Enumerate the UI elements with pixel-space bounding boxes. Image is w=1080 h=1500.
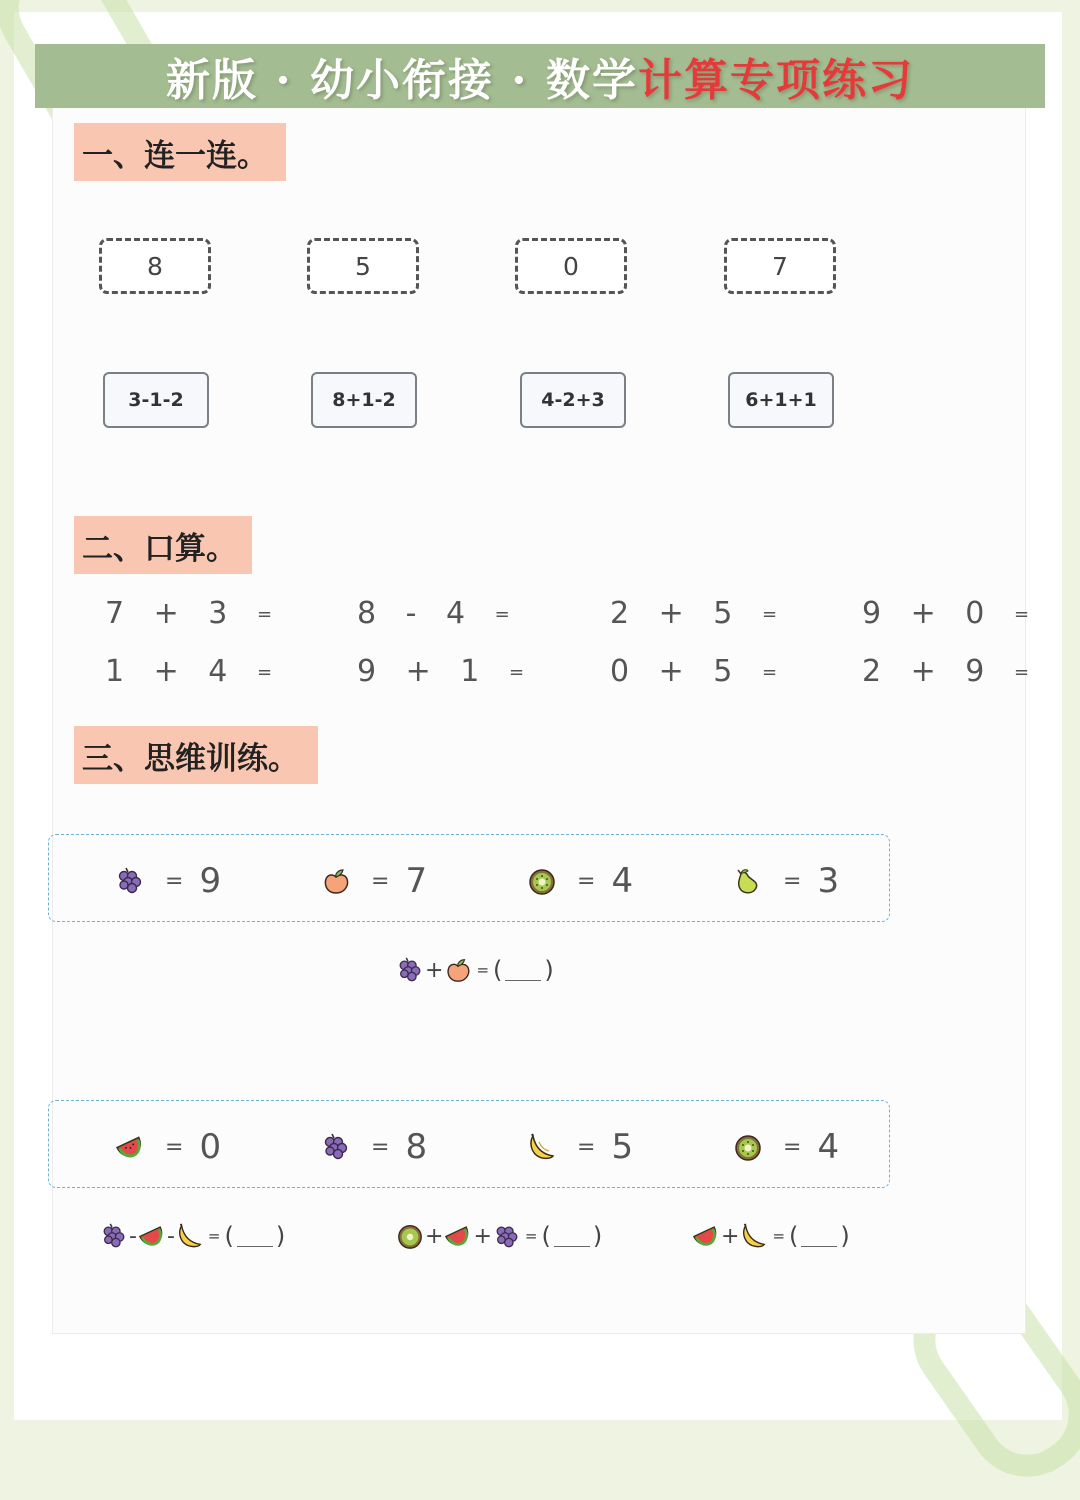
watermelon-icon [692,1222,720,1250]
kiwi-icon [733,1132,763,1162]
close-paren: ) [275,1222,286,1250]
legend-item [733,1127,839,1167]
peach-icon [444,956,472,984]
oral-expression: 0 + 5 [610,654,743,689]
match-expression-box[interactable]: 6+1+1 [728,372,834,428]
oral-expression: 2 + 9 [862,654,995,689]
banana-icon [176,1222,204,1250]
fruit-legend-box-1 [48,834,890,922]
oral-problem[interactable] [105,654,272,689]
plus-operator: + [425,1223,444,1249]
grape-icon [100,1222,128,1250]
legend-value: 0 [199,1127,222,1167]
legend-value: 4 [817,1127,840,1167]
legend-item [321,1127,427,1167]
match-number-box[interactable]: 0 [515,238,627,294]
oral-expression: 1 + 4 [105,654,238,689]
watermelon-icon [444,1222,472,1250]
fruit-equation[interactable] [396,1222,602,1250]
close-paren: ) [592,1222,603,1250]
equals-sign: = [476,961,490,979]
close-paren: ) [840,1222,850,1250]
oral-problem[interactable] [357,654,524,689]
grape-icon [493,1222,521,1250]
match-expression-box[interactable]: 4-2+3 [520,372,626,428]
match-number-box[interactable]: 7 [724,238,836,294]
oral-problem[interactable] [357,596,510,631]
equals-sign: = [371,868,390,894]
pear-icon [733,866,763,896]
plus-operator: + [425,957,444,983]
legend-item [115,861,221,901]
equals-sign: = [524,1227,538,1245]
equals-sign: = [761,604,778,625]
page-title [166,44,914,108]
equals-sign: = [577,868,596,894]
page-title-accent: 计算专项练习 [637,55,914,106]
banana-icon [527,1132,557,1162]
equals-sign: = [772,1227,786,1245]
equals-sign: = [256,662,273,683]
section-heading-thinking: 三、思维训练。 [74,726,318,784]
minus-operator: - [166,1223,175,1249]
equals-sign: = [761,662,778,683]
plus-operator: + [721,1223,740,1249]
fruit-equation[interactable] [396,956,554,984]
plus-operator: + [473,1223,492,1249]
grape-icon [396,956,424,984]
oral-expression: 7 + 3 [105,596,238,631]
oral-problem[interactable] [862,596,1029,631]
oral-problem[interactable] [610,654,777,689]
open-paren: ( [493,956,503,984]
oral-expression: 2 + 5 [610,596,743,631]
close-paren: ) [544,956,554,984]
grape-icon [115,866,145,896]
legend-item [527,1127,633,1167]
grape-icon [321,1132,351,1162]
open-paren: ( [541,1222,551,1250]
page-title-main: 新版 · 幼小衔接 · 数学 [166,55,638,106]
legend-item [733,861,839,901]
open-paren: ( [789,1222,799,1250]
answer-blank[interactable] [801,1226,837,1247]
banana-icon [740,1222,768,1250]
match-expression-box[interactable]: 3-1-2 [103,372,209,428]
equals-sign: = [577,1134,596,1160]
fruit-legend-box-2 [48,1100,890,1188]
oral-expression: 9 + 0 [862,596,995,631]
oral-problem[interactable] [610,596,777,631]
equals-sign: = [1013,662,1030,683]
match-expression-box[interactable]: 8+1-2 [311,372,417,428]
section-heading-oral: 二、口算。 [74,516,252,574]
legend-value: 8 [405,1127,428,1167]
watermelon-icon [138,1222,166,1250]
answer-blank[interactable] [505,960,541,981]
open-paren: ( [224,1222,234,1250]
oral-problem[interactable] [862,654,1029,689]
oral-expression: 8 - 4 [357,596,476,631]
equals-sign: = [783,1134,802,1160]
fruit-equation[interactable] [100,1222,285,1250]
legend-value: 3 [817,861,840,901]
fruit-equation[interactable] [692,1222,850,1250]
minus-operator: - [129,1223,137,1249]
equals-sign: = [783,868,802,894]
match-number-box[interactable]: 8 [99,238,211,294]
legend-item [527,861,633,901]
legend-value: 5 [611,1127,634,1167]
legend-item [321,861,427,901]
section-heading-match: 一、连一连。 [74,123,286,181]
equals-sign: = [165,1134,184,1160]
equals-sign: = [256,604,273,625]
kiwi-icon [396,1222,424,1250]
answer-blank[interactable] [237,1226,273,1247]
answer-blank[interactable] [554,1226,590,1247]
match-number-box[interactable]: 5 [307,238,419,294]
title-banner [35,44,1045,108]
peach-icon [321,866,351,896]
equals-sign: = [207,1227,221,1245]
equals-sign: = [1013,604,1030,625]
equals-sign: = [165,868,184,894]
legend-value: 7 [405,861,428,901]
oral-problem[interactable] [105,596,272,631]
legend-item [115,1127,221,1167]
equals-sign: = [494,604,510,625]
kiwi-icon [527,866,557,896]
equals-sign: = [371,1134,390,1160]
legend-value: 4 [611,861,634,901]
legend-value: 9 [199,861,222,901]
oral-expression: 9 + 1 [357,654,490,689]
equals-sign: = [508,662,525,683]
watermelon-icon [115,1132,145,1162]
